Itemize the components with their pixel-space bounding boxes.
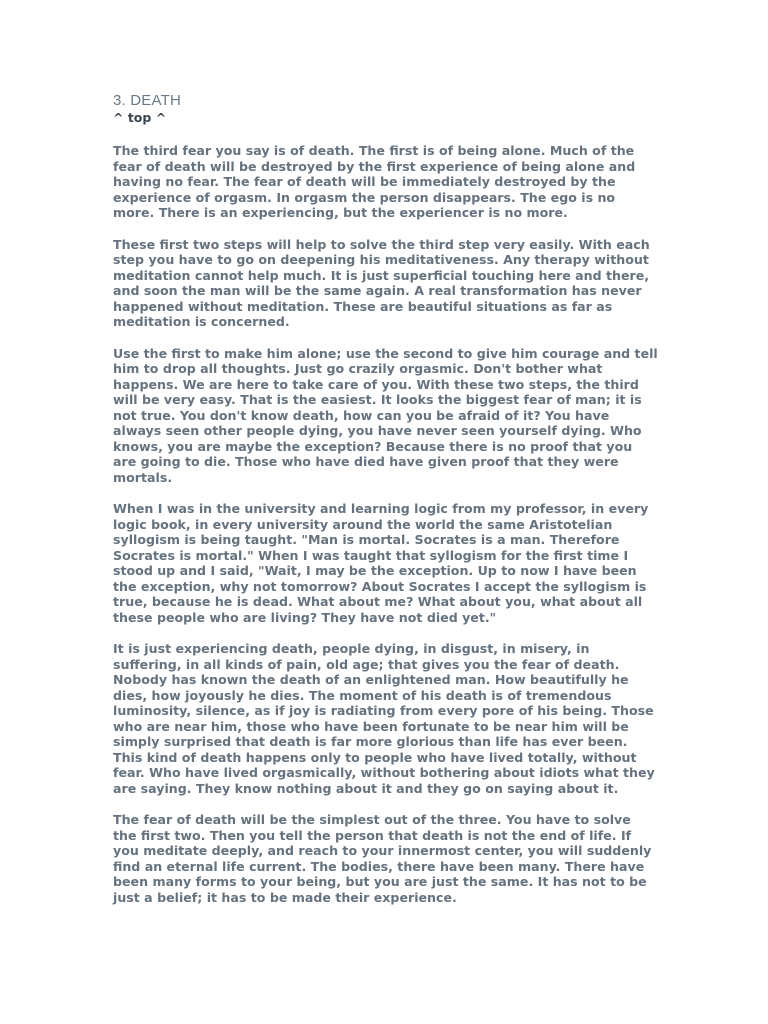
- paragraph-3: Use the first to make him alone; use the second to give him courage and tell him to drop all thoughts. Just go crazily orgasmic. Don't bother what happens. We are here to take care of you. With these two steps, the third will be very easy. That is the easiest. It looks the biggest fear of man; it is not true. You don't know death, how can you be afraid of it? You have always seen other people dying, you have never seen yourself dying. Who knows, you are maybe the exception? Because there is no proof that you are going to die. Those who have died have given proof that they were mortals.: [113, 345, 658, 485]
- top-link[interactable]: ^ top ^: [113, 110, 167, 125]
- paragraph-2: These first two steps will help to solve the third step very easily. With each step you have to go on deepening his meditativeness. Any therapy without meditation cannot help much. It is just superficial touching here and there, and soon the man will be the same again. A real transformation has never happened without meditation. These are beautiful situations as far as meditation is concerned.: [113, 236, 650, 329]
- paragraph-1: The third fear you say is of death. The first is of being alone. Much of the fear of death will be destroyed by the first experience of being alone and having no fear. The fear of death will be immediately destroyed by the experience of orgasm. In orgasm the person disappears. The ego is no more. There is an experiencing, but the experiencer is no more.: [113, 143, 636, 220]
- paragraph-4: When I was in the university and learning logic from my professor, in every logic book, in every university around the world the same Aristotelian syllogism is being taught. "Man is mortal. Socrates is a man. Therefore Socrates is mortal." When I was taught that syllogism for the first time I stood up and I said, "Wait, I may be the exception. Up to now I have been the exception, why not tomorrow? About Socrates I accept the syllogism is true, because he is dead. What about me? What about you, what about all these people who are living? They have not died yet.": [113, 501, 649, 625]
- paragraph-6: The fear of death will be the simplest out of the three. You have to solve the first two. Then you tell the person that death is not the end of life. If you meditate deeply, and reach to your innermost center, you will suddenly find an eternal life current. The bodies, there have been many. There have been many forms to your being, but you are just the same. It has not to be just a belief; it has to be made their experience.: [113, 812, 652, 905]
- paragraph-5: It is just experiencing death, people dying, in disgust, in misery, in suffering, in all kinds of pain, old age; that gives you the fear of death. Nobody has known the death of an enlightened man. How beautifully he dies, how joyously he dies. The moment of his death is of tremendous luminosity, silence, as if joy is radiating from every pore of his being. Those who are near him, those who have been fortunate to be near him will be simply surprised that death is far more glorious than life has ever been. This kind of death happens only to people who have lived totally, without fear. Who have lived orgasmically, without bothering about idiots what they are saying. They know nothing about it and they go on saying about it.: [113, 641, 655, 796]
- section-heading: 3. DEATH: [113, 92, 182, 109]
